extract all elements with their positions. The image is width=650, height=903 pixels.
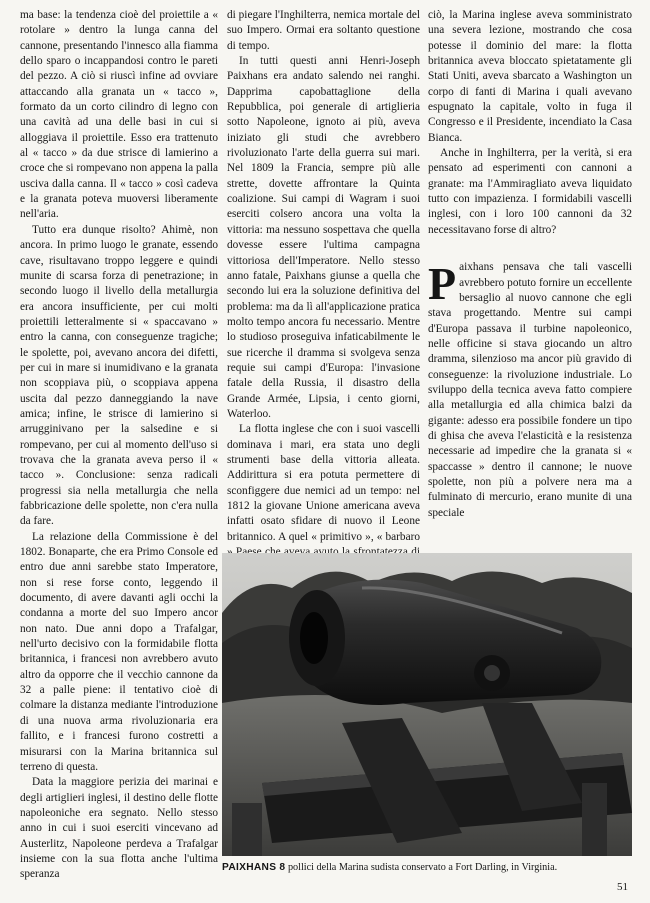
paragraph: La relazione della Commissione è del 1802. Bonaparte, che era Primo Console ed entro due anni sarebbe stato Imperatore, non si rese forse conto, leggendo il documento, di avere davanti agli occhi la condanna a morte del suo Impero ancor non nato. Due anni dopo a Trafalgar, nell'urto decisivo con la formidabile flotta britannica, i francesi non avrebbero avuto altro da opporre che il vecchio cannone da 32 a palle piene: il tentativo cioè di colmare la distanza mediante l'introduzione di una nuova arma rivoluzionaria era fallito, e i francesi furono costretti a misurarsi con la Marina britannica sul terreno di questa.: [20, 530, 218, 773]
paragraph: Tutto era dunque risolto? Ahimè, non ancora. In primo luogo le granate, essendo cave, risultavano troppo leggere e quindi munite di scarsa forza di penetrazione; in secondo luogo il livello della metallurgia era ancora insufficiente, per cui molti proiettili letteralmente si « spaccavano » entro la canna, con conseguenze tragiche; le spolette, poi, avevano ancora dei difetti, per cui in mare si inumidivano e la granata non scoppiava più, o scoppiava appena uscita dal pezzo danneggiando la nave amica; infine, le strisce di lamierino si arrugginivano per la salsedine e si rompevano, per cui al momento dell'uso si trovava che la granata aveva perso il « tacco ». Conclusione: senza radicali progressi sia nella metallurgia che nella fabbricazione delle spolette, non c'era nulla da fare.: [20, 223, 218, 528]
caption-text: pollici della Marina sudista conservato a Fort Darling, in Virginia.: [285, 862, 558, 873]
paragraph: La flotta inglese che con i suoi vascelli dominava i mari, era stata uno degli strumenti base della vittoria alleata. Addirittura si era potuta permettere di sconfiggere due nemici ad un tempo: nel 1812 la giovane Unione americana aveva infatti osato sfidare di nuovo il Leone britannico. A quel « primitivo », « barbaro: [227, 423, 420, 543]
paragraph: In tutti questi anni Henri-Joseph Paixhans era andato salendo nei ranghi. Dapprima capobattaglione della Repubblica, poi generale di artiglieria sotto Napoleone, ignoto ai più, aveva iniziato gli studi che avrebbero rivoluzionato l'arte della guerra sui mari. Nel 1809 la Francia, sempre più alle strette, dovette affrontare la Quinta coalizione. Sui campi di Wagram i suoi eserciti colsero ancora una volta la vittoria: ma nessuno sospettava che quella dovesse essere l'ultima campagna vittoriosa dell'Imperatore. Nello stesso anno fatale, Paixhans giunse a quella che secondo lui era la soluzione definitiva del problema: ma da lì all'applicazione pratica molto tempo ancora fu necessario. Mentre lo studioso proseguiva infaticabilmente le sue ricerche il dramma si svolgeva senza requie sui campi d'Europa: l'invasione fatale della Russia, il disastro della Grande Armée, Lipsia, i cento giorni, Waterloo.: [227, 55, 420, 420]
paragraph-with-dropcap: [428, 260, 632, 521]
photo-caption: [222, 861, 642, 874]
paragraph: Anche in Inghilterra, per la verità, si era pensato ad esperimenti con cannoni a granate: ma l'Ammiragliato aveva liquidato tutto con impazienza. I formidabili vascelli inglesi, con i loro 100 cannoni da 32 necessitavano forse di altro?: [428, 147, 632, 236]
paragraph: ma base: la tendenza cioè del proiettile a « rotolare » dentro la lunga canna del cannone, presentando l'innesco alla fiamma dello sparo o incappandosi contro le pareti del pezzo. A ciò si riuscì infine ad ovviare attaccando alla granata un « tacco », formato da un corto cilindro di legno con una cavità ad una delle basi in cui si alloggiava il proiettile. Esso era trattenuto al « tacco » da due strisce di lamierino a croce che si rompevano non appena la palla usciva dalla canna. Il « tacco » così cadeva e la granata poteva muoversi liberamente nell'aria.: [20, 9, 218, 221]
paragraph-text: aixhans pensava che tali vascelli avrebbero potuto fornire un eccellente bersaglio al nuovo cannone che egli stava progettando. Mentre sui campi d'Europa passava il turbine napoleonico, nelle officine si stava giocando un altro dramma, silenzioso ma ancor più gravido di conseguenze: la rivoluzione industriale. Lo sviluppo della tecnica aveva fatto compiere alla metallurgia ed alla chimica balzi da gigante: adesso era possibile fondere un tipo di ghisa che aveva l'elasticità e la resistenza necessarie ad impedire che la granata si « spaccasse » dentro il cannone; le nuove spolette, non più a polvere nera ma a fulminato di mercurio, erano munite di una speciale: [428, 261, 632, 519]
cannon-photo: [222, 553, 632, 856]
text-column-2: [227, 8, 420, 576]
paragraph: ciò, la Marina inglese aveva somministrato una severa lezione, mostrando che cosa potesse il dominio del mare: la flotta britannica aveva bloccato spietatamente gli Stati Uniti, aveva sbarcato a Washington un corpo di fanti di Marina i quali avevano espugnato la capitale, volto in fuga il Congresso e il Presidente, incendiato la Casa Bianca.: [428, 9, 632, 144]
paragraph: di piegare l'Inghilterra, nemica mortale del suo Impero. Ormai era soltanto questione di tempo.: [227, 9, 420, 52]
drop-cap: P: [428, 258, 457, 310]
page-number: 51: [617, 881, 628, 893]
paragraph: Data la maggiore perizia dei marinai e degli artiglieri inglesi, il destino delle flotte napoleoniche era segnato. Nello stesso anno in cui i suoi eserciti vincevano ad Austerlitz, Napoleone perdeva a Trafalgar insieme con la sua flotta anche l'ultima speranza: [20, 776, 218, 881]
caption-title: PAIXHANS 8: [222, 862, 286, 873]
text-column-1: [20, 8, 218, 883]
section-break: [428, 238, 632, 260]
text-column-3: [428, 8, 632, 521]
cannon-illustration: [222, 553, 632, 856]
